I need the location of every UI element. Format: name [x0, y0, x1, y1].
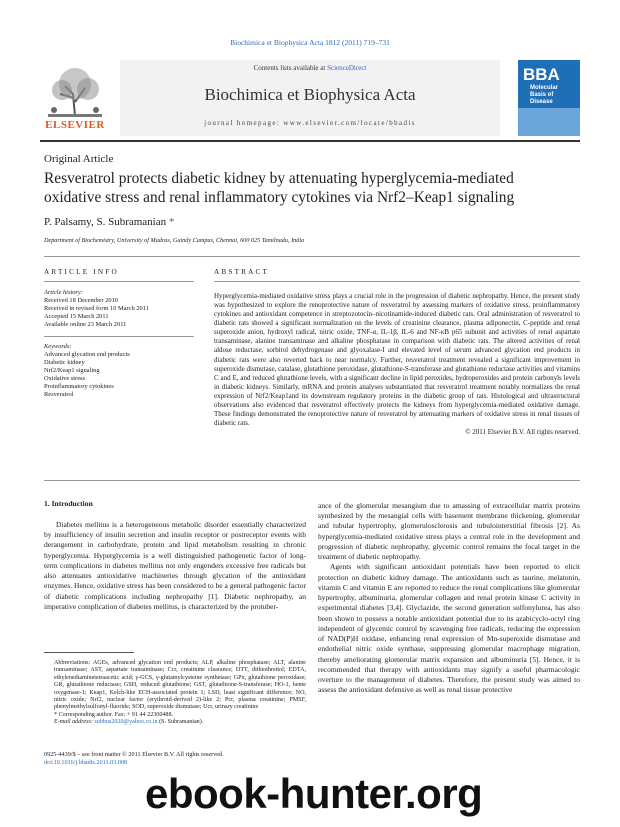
watermark: ebook-hunter.org	[145, 770, 483, 817]
info-rule	[44, 281, 194, 282]
corresponding-author-note: * Corresponding author. Fax: + 91 44 22300488.	[54, 711, 174, 718]
author-list	[44, 216, 174, 228]
abstract-copyright: © 2011 Elsevier B.V. All rights reserved.	[465, 428, 580, 437]
cover-subtitle-3: Disease	[530, 99, 553, 105]
left-column	[44, 520, 306, 612]
journal-header	[40, 60, 580, 136]
contents-line: Contents lists available at ScienceDirect	[253, 64, 367, 72]
header-rule	[40, 140, 580, 142]
journal-homepage[interactable]: journal homepage: www.elsevier.com/locate/bbadis	[204, 119, 416, 127]
body-paragraph: ance of the glomerular mesangium due to amassing of extracellular matrix proteins synthesized by the mesangial cells with basement membrane thickening, glomerular and tubular hypertrophy, glomerulosclerosis and tubulointerstitial fibrosis [2]. As hyperglycemia-mediated oxidative stress plays a central role in the development and progression of diabetic nephropathy, glycemic control remains the focal target in the treatment of diabetic nephropathy.	[318, 501, 580, 562]
doi-link[interactable]: doi:10.1016/j.bbadis.2011.03.008	[44, 759, 128, 766]
corresponding-author-mark[interactable]: *	[168, 216, 175, 228]
keywords	[44, 343, 194, 399]
abbreviations: Abbreviations: AGEs, advanced glycation end products; ALP, alkaline phosphatase; ALT, alanine transaminase; AST, aspartate transaminase; Ccr, creatinine clearance; DTT, dithiothreitol; EDTA, ethylenediaminetetraacetic acid; γ-GCS, γ-glutamylcysteine synthetase; GPx, glutathione peroxidase; GR, glutathione reductase; GSH, reduced glutathione; GST, glutathione-S-transferase; HO-1, heme oxygenase-1; Keap1, Kelch-like ECH-associated protein 1; LSD, least significant difference; NO, nitric oxide; Nrf2, nuclear factor (erythroid-derived 2)-like 2; Pcr, plasma creatinine; PMSF, phenylmethylsulfonyl-fluoride; SOD, superoxide dismutase; Ucr, urinary creatinine	[54, 660, 306, 711]
journal-banner	[120, 60, 500, 136]
section-rule	[44, 256, 580, 257]
keyword: Resveratrol	[44, 391, 74, 398]
front-matter	[44, 751, 224, 767]
cover-subtitle-1: Molecular	[530, 85, 559, 91]
keyword: Oxidative stress	[44, 375, 85, 382]
introduction-heading: 1. Introduction	[44, 499, 93, 508]
abstract-rule	[214, 281, 580, 282]
article-type: Original Article	[44, 153, 114, 165]
cover-subtitle-2: Basis of	[530, 92, 554, 98]
journal-title: Biochimica et Biophysica Acta	[204, 85, 416, 104]
keyword: Advanced glycation end products	[44, 351, 130, 358]
footnotes	[44, 660, 306, 727]
email-link[interactable]: subbus2020@yahoo.co.in	[94, 719, 158, 726]
body-paragraph: Diabetes mellitus is a heterogeneous metabolic disorder essentially characterized by insufficiency of insulin secretion and insulin receptor or postreceptor events with derangement in carbohydrate, protein and lipid metabolism resulting in chronic hyperglycemia. Hyperglycemia is a well distinguished pathogenetic factor of long-term complications in diabetes mellitus not only engenders excessive free radicals but also attenuates antioxidative machineries through glycation of the antioxidant enzymes. Hence, oxidative stress has been considered to be a general pathogenic factor of diabetic complications including nephropathy [1]. Diabetic nephropathy, an imperative complication of diabetes mellitus, is characterized by the protuber-	[44, 520, 306, 611]
right-column	[318, 501, 580, 695]
cover-band	[518, 108, 580, 136]
journal-cover	[518, 60, 580, 136]
keywords-rule	[44, 336, 194, 337]
cover-title: BBA	[523, 65, 560, 84]
body-paragraph: Agents with significant antioxidant potentials have been reported to elicit protection on diabetic kidney damage. The antioxidants such as taurine, melatonin, vitamin C and vitamin E are reported to reduce the renal complications like glomerular hypertrophy, albuminuria, glomerular collagen and renal protein kinase C activity in experimental diabetes [3,4]. Glyclazide, the second generation sulfonylurea, has also been shown to possess a notable antioxidant potential due to its azabicyclo-octyl ring independent of glycemic control by scavenging free radicals, reducing the expression of NAD(P)H oxidase, enhancing renal expression of Mn-superoxide dismutase and endothelial nitric oxide synthase, suppressing glomerular macrophage migration, thereby ameliorating glomerular matrix expansion and albuminuria [5]. Hence, it is recommended that therapy with antioxidants may signify a useful pharmacologic overture to the management of diabetes. Therefore, the present study was aimed to assess the antioxidant defensive as well as renal tissue protective	[318, 562, 580, 695]
keyword: Diabetic kidney	[44, 359, 85, 366]
keywords-label: Keywords:	[44, 343, 72, 350]
abstract-text: Hyperglycemia-mediated oxidative stress plays a crucial role in the progression of diabetic nephropathy. Hence, the present study was hypothesized to explore the renoprotective nature of resveratrol by assessing markers of oxidative stress, proinflammatory cytokines and antioxidant competence in streptozotocin–nicotinamide-induced diabetic rats. Oral administration of resveratrol to diabetic rats showed a significant normalization on the levels of creatinine clearance, plasma adiponectin, C-peptide and renal superoxide anion, hydroxyl radical, nitric oxide, TNF-α, IL-1β, IL-6 and NF-κB p65 subunit and activities of renal aspartate transaminase, alanine transaminase and alkaline phosphatase in comparison with diabetic rats. The altered activities of renal aldose reductase, sorbitol dehydrogenase and glyoxalase-I and elevated level of serum advanced glycation end products in diabetic rats were also reverted back to near normalcy. Further, resveratrol treatment revealed a significant improvement in superoxide dismutase, catalase, glutathione peroxidase, glutathione-S-transferase and glutathione reductase activities and vitamins C and E, and reduced glutathione levels, with a significant decline in lipid peroxides, hydroperoxides and protein carbonyls levels in diabetic kidneys. Similarly, mRNA and protein analyses substantiated that resveratrol treatment notably normalizes the renal expression of Nrf2/Keap1and its downstream regulatory proteins in the diabetic group of rats. Histological and ultrastructural observations also evidenced that resveratrol effectively protects the kidneys from hyperglycemia-mediated oxidative damage. These findings demonstrated the renoprotective nature of resveratrol by attenuating markers of oxidative stress in renal tissues of diabetic rats.	[214, 292, 580, 428]
history-item: Received in revised form 10 March 2011	[44, 305, 149, 312]
affiliation: Department of Biochemistry, University of Madras, Guindy Campus, Chennai, 600 025 Tamilnadu, India	[44, 237, 305, 244]
history-item: Available online 23 March 2011	[44, 321, 127, 328]
abstract-body	[214, 292, 580, 437]
journal-citation[interactable]: Biochimica et Biophysica Acta 1812 (2011) 719–731	[230, 38, 390, 47]
keyword: Proinflammatory cytokines	[44, 383, 114, 390]
history-label: Article history:	[44, 289, 83, 296]
authors-text: P. Palsamy, S. Subramanian	[44, 216, 167, 228]
article-title: Resveratrol protects diabetic kidney by attenuating hyperglycemia-mediated oxidative stress and renal inflammatory cytokines via Nrf2–Keap1 signaling	[44, 170, 515, 206]
publisher-name: ELSEVIER	[45, 119, 105, 131]
article-history	[44, 289, 194, 329]
issn-line: 0925-4439/$ – see front matter © 2011 Elsevier B.V. All rights reserved.	[44, 751, 224, 758]
keyword: Nrf2/Keap1 signaling	[44, 367, 100, 374]
article-info-heading: ARTICLE INFO	[44, 268, 119, 276]
body-rule	[44, 480, 580, 481]
history-item: Received 18 December 2010	[44, 297, 118, 304]
history-item: Accepted 15 March 2011	[44, 313, 109, 320]
abstract-heading: ABSTRACT	[214, 268, 270, 276]
email-line: E-mail address: subbus2020@yahoo.co.in (S. Subramanian).	[54, 719, 204, 726]
footnote-rule	[44, 652, 134, 653]
sciencedirect-link[interactable]: ScienceDirect	[327, 64, 367, 72]
